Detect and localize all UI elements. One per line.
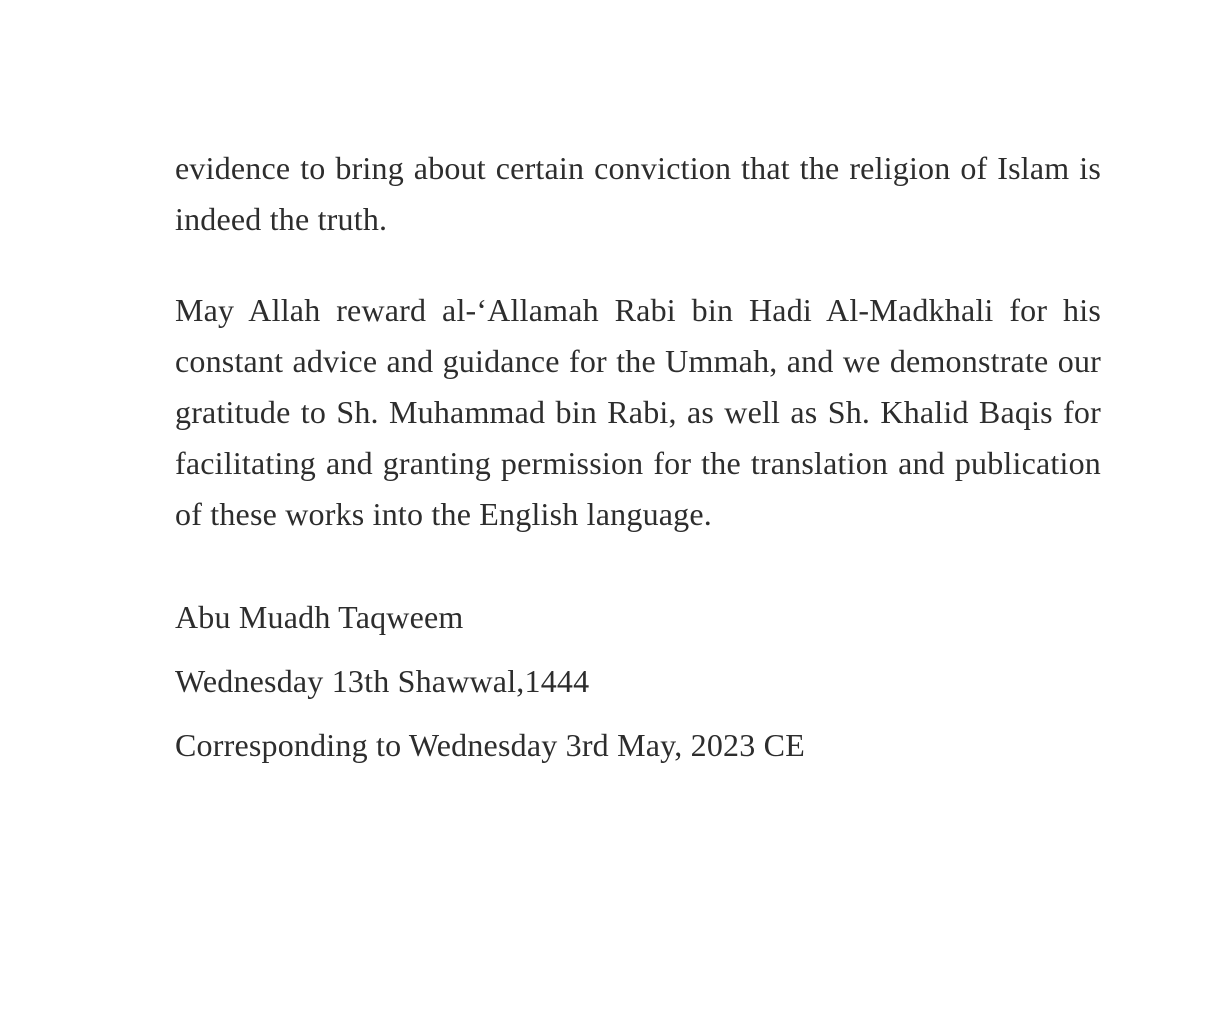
signature-gregorian-date: Corresponding to Wednesday 3rd May, 2023 CE — [175, 727, 805, 763]
body-paragraph-1: evidence to bring about certain conviction that the religion of Islam is indeed the truth. — [175, 150, 1101, 237]
signature-hijri-date: Wednesday 13th Shawwal,1444 — [175, 663, 590, 699]
body-paragraph-2: May Allah reward al-‘Allamah Rabi bin Hadi Al-Madkhali for his constant advice and guidance for the Ummah, and we demonstrate our gratitude to Sh. Muhammad bin Rabi, as well as Sh. Khalid Baqis for facilitating and granting permission for the translation and publication of these works into the English language. — [175, 292, 1101, 532]
signature-author: Abu Muadh Taqweem — [175, 599, 464, 635]
signature-block — [175, 592, 1101, 771]
document-page — [175, 143, 1101, 771]
